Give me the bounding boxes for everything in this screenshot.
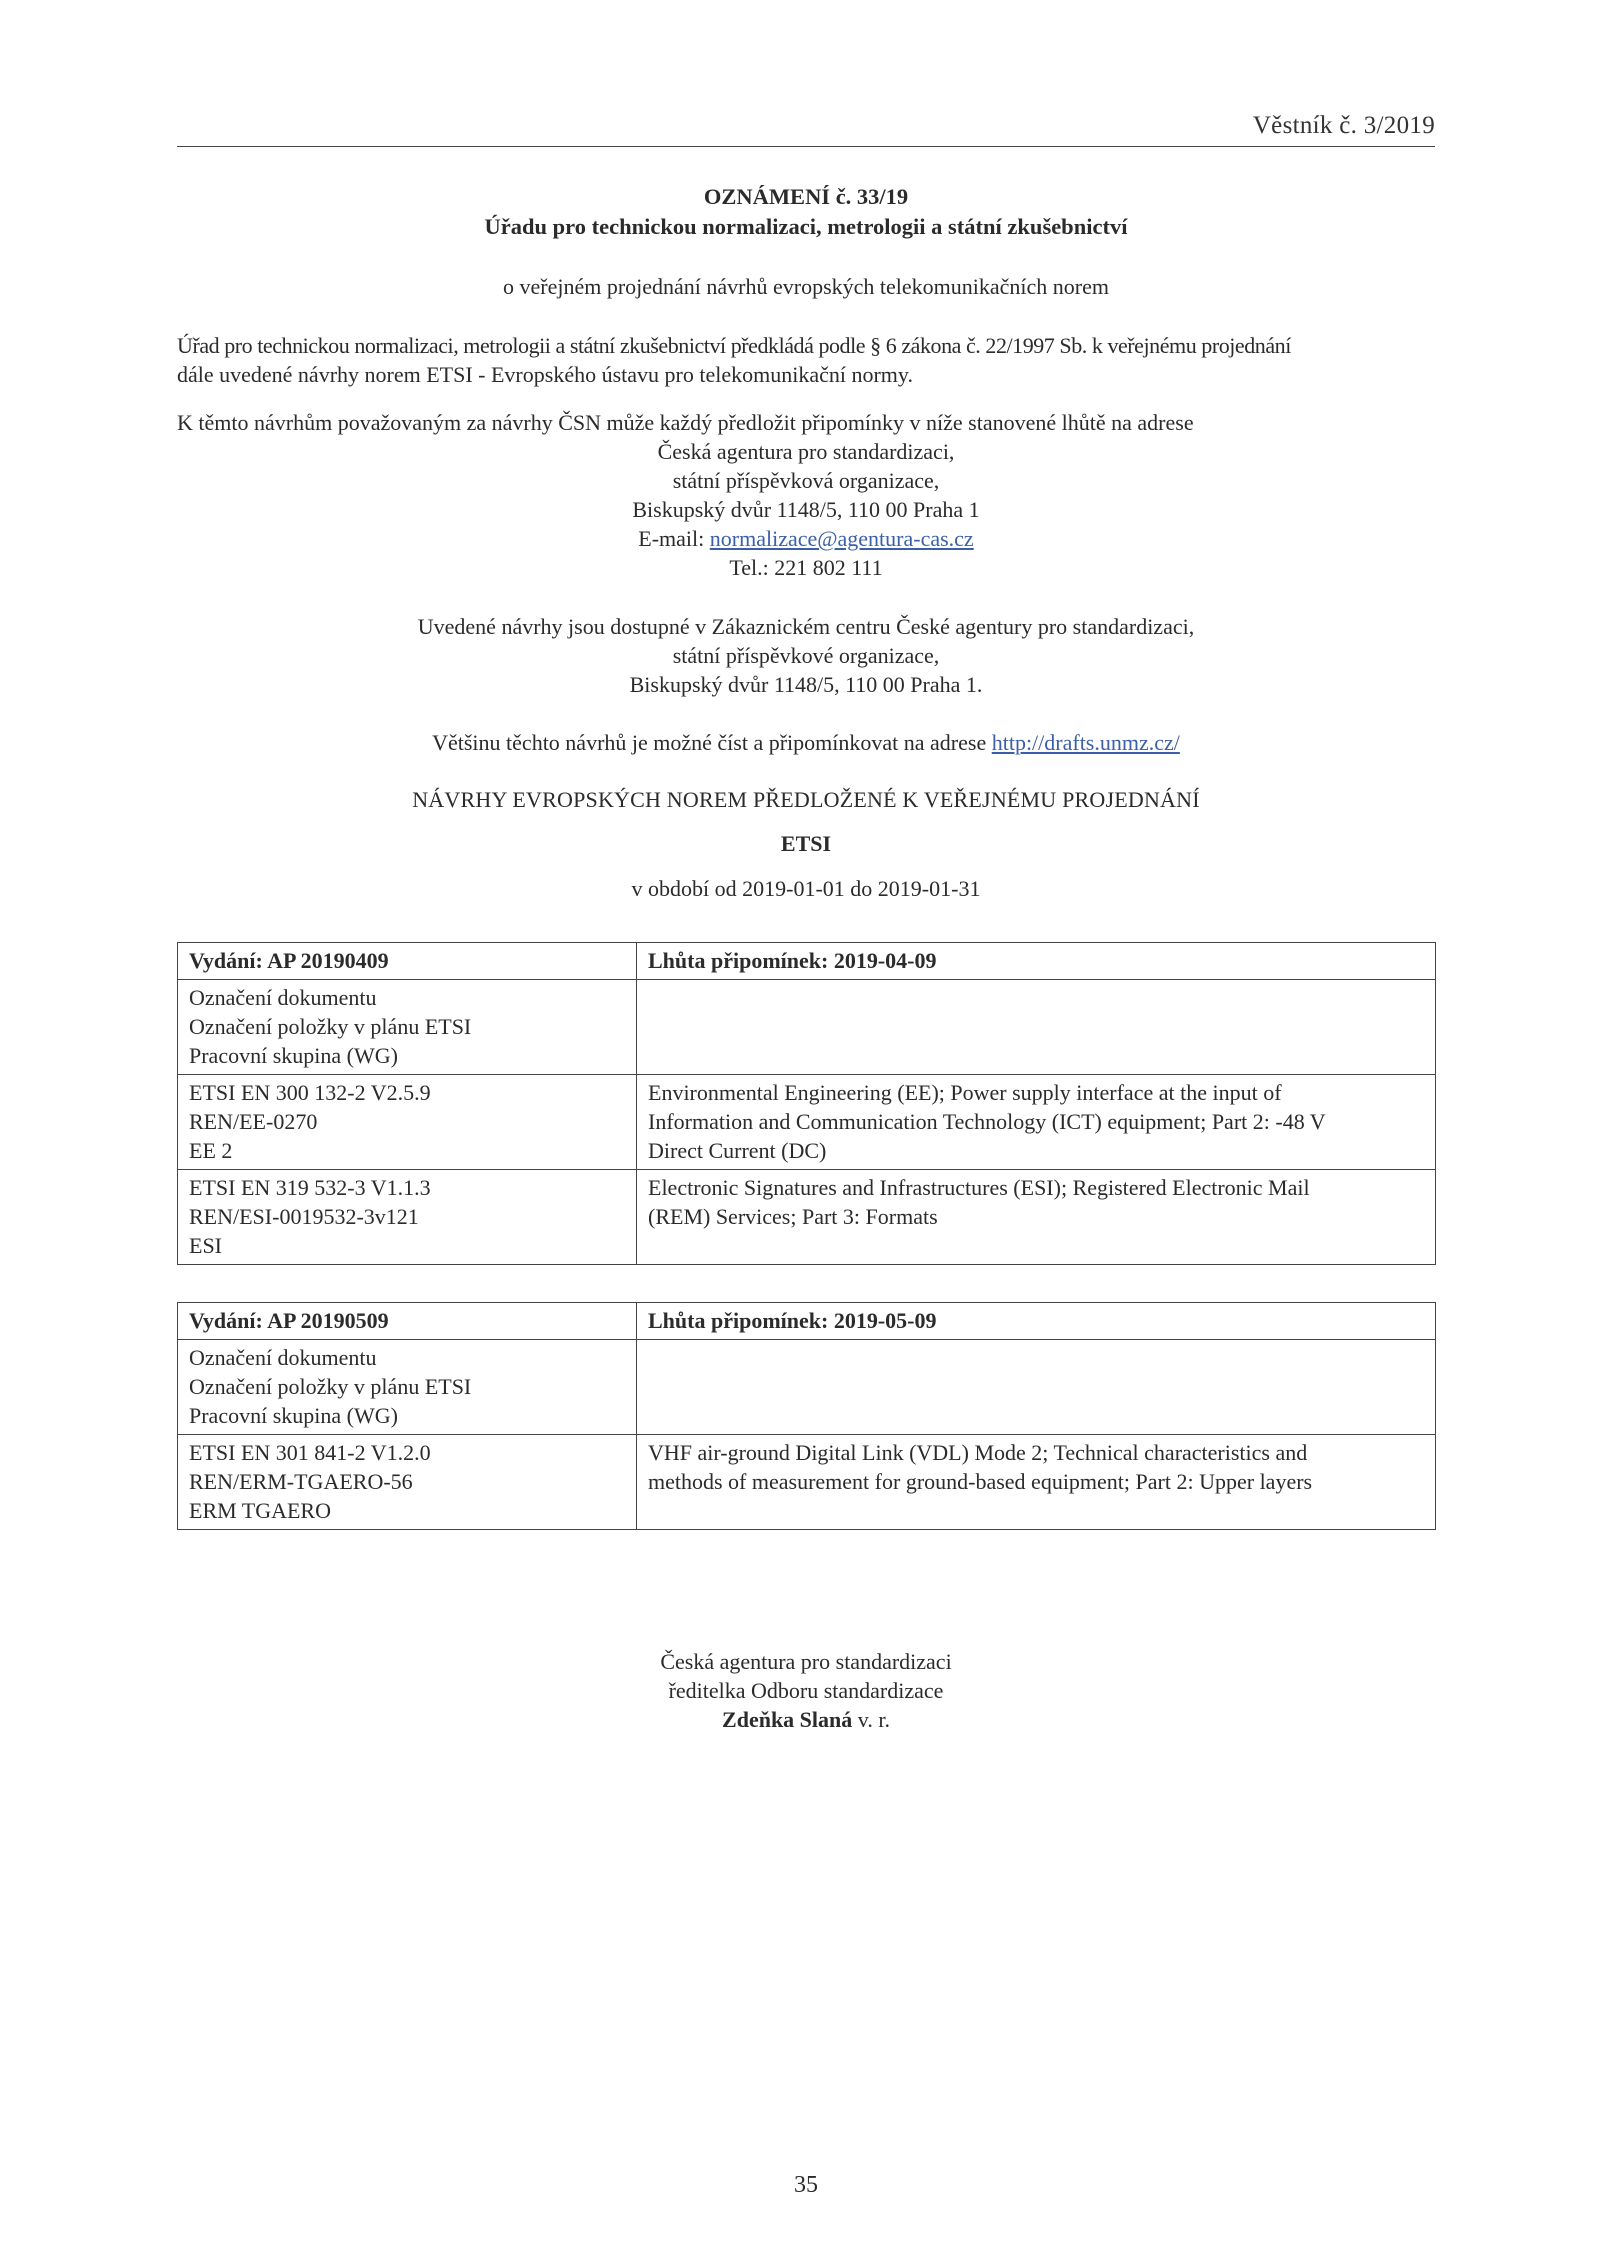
- table-header-row: [178, 943, 1436, 980]
- document-title-cell: [637, 1435, 1436, 1530]
- period-line: v období od 2019-01-01 do 2019-01-31: [631, 876, 981, 901]
- address-line-1: Česká agentura pro standardizaci,: [657, 439, 955, 464]
- submission-address: [177, 437, 1435, 582]
- col-header-line: Označení položky v plánu ETSI: [189, 1374, 472, 1399]
- table-header-row: [178, 1303, 1436, 1340]
- signature-role: ředitelka Odboru standardizace: [668, 1678, 944, 1703]
- notice-number: OZNÁMENÍ č. 33/19: [703, 184, 909, 209]
- title-line: VHF air-ground Digital Link (VDL) Mode 2; Technical characteristics and: [648, 1440, 1308, 1465]
- document-ref-cell: [178, 1075, 637, 1170]
- availability-line-3: Biskupský dvůr 1148/5, 110 00 Praha 1.: [629, 672, 983, 697]
- document-ref-cell: [178, 1170, 637, 1265]
- intro-line-1: Úřad pro technickou normalizaci, metrologii a státní zkušebnictví předkládá podle § 6 zákona č. 22/1997 Sb. k veřejnému projednání: [177, 333, 1291, 358]
- drafts-paragraph: [177, 730, 1435, 756]
- email-link[interactable]: normalizace@agentura-cas.cz: [709, 526, 974, 551]
- signature-org: Česká agentura pro standardizaci: [660, 1649, 952, 1674]
- comments-paragraph: K těmto návrhům považovaným za návrhy ČSN může každý předložit připomínky v níže stanovené lhůtě na adrese: [177, 410, 1194, 435]
- page-number: 35: [794, 2172, 818, 2198]
- edition-cell: Vydání: AP 20190409: [178, 943, 637, 980]
- drafts-link[interactable]: http://drafts.unmz.cz/: [991, 730, 1180, 755]
- table-row: [178, 1075, 1436, 1170]
- document-id: ETSI EN 300 132-2 V2.5.9: [189, 1080, 431, 1105]
- working-group: ERM TGAERO: [189, 1498, 331, 1523]
- intro-paragraph: [177, 331, 1435, 389]
- journal-issue: Věstník č. 3/2019: [1252, 112, 1435, 139]
- title-line: Direct Current (DC): [648, 1138, 827, 1163]
- signature-block: [177, 1647, 1435, 1734]
- empty-cell: [637, 980, 1436, 1075]
- organization-heading: ETSI: [780, 831, 832, 856]
- signature-name-line: [177, 1705, 1435, 1734]
- issuing-office: Úřadu pro technickou normalizaci, metrologii a státní zkušebnictví: [484, 214, 1128, 239]
- title-line: (REM) Services; Part 3: Formats: [648, 1204, 938, 1229]
- work-item-id: REN/EE-0270: [189, 1109, 318, 1134]
- deadline-cell: Lhůta připomínek: 2019-04-09: [637, 943, 1436, 980]
- col-header-line: Označení položky v plánu ETSI: [189, 1014, 472, 1039]
- work-item-id: REN/ESI-0019532-3v121: [189, 1204, 419, 1229]
- title-line: Information and Communication Technology (ICT) equipment; Part 2: -48 V: [648, 1109, 1326, 1134]
- working-group: ESI: [189, 1233, 222, 1258]
- publication-table-1: [177, 942, 1436, 1265]
- col-header-line: Pracovní skupina (WG): [189, 1403, 398, 1428]
- document-title-cell: [637, 1170, 1436, 1265]
- document-id: ETSI EN 319 532-3 V1.1.3: [189, 1175, 431, 1200]
- title-line: Electronic Signatures and Infrastructures (ESI); Registered Electronic Mail: [648, 1175, 1310, 1200]
- signature-suffix: v. r.: [852, 1707, 890, 1732]
- publication-table-2: [177, 1302, 1436, 1530]
- table-row: [178, 1435, 1436, 1530]
- page-header: [177, 112, 1435, 147]
- column-header-row: [178, 980, 1436, 1075]
- document-ref-cell: [178, 1435, 637, 1530]
- signature-name: Zdeňka Slaná: [722, 1707, 853, 1732]
- title-line: methods of measurement for ground-based equipment; Part 2: Upper layers: [648, 1469, 1313, 1494]
- col-header-line: Označení dokumentu: [189, 1345, 377, 1370]
- drafts-text: Většinu těchto návrhů je možné číst a připomínkovat na adrese: [432, 730, 992, 755]
- notice-subject: o veřejném projednání návrhů evropských telekomunikačních norem: [502, 274, 1110, 299]
- deadline-cell: Lhůta připomínek: 2019-05-09: [637, 1303, 1436, 1340]
- email-label: E-mail:: [638, 526, 710, 551]
- document-id: ETSI EN 301 841-2 V1.2.0: [189, 1440, 431, 1465]
- proposals-heading: NÁVRHY EVROPSKÝCH NOREM PŘEDLOŽENÉ K VEŘEJNÉMU PROJEDNÁNÍ: [412, 787, 1200, 812]
- email-line: [177, 524, 1435, 553]
- col-header-line: Označení dokumentu: [189, 985, 377, 1010]
- address-line-2: státní příspěvková organizace,: [672, 468, 940, 493]
- column-header-cell: [178, 1340, 637, 1435]
- working-group: EE 2: [189, 1138, 233, 1163]
- column-header-row: [178, 1340, 1436, 1435]
- col-header-line: Pracovní skupina (WG): [189, 1043, 398, 1068]
- address-line-3: Biskupský dvůr 1148/5, 110 00 Praha 1: [632, 497, 980, 522]
- work-item-id: REN/ERM-TGAERO-56: [189, 1469, 413, 1494]
- availability-line-2: státní příspěvkové organizace,: [672, 643, 940, 668]
- table-row: [178, 1170, 1436, 1265]
- column-header-cell: [178, 980, 637, 1075]
- title-line: Environmental Engineering (EE); Power supply interface at the input of: [648, 1080, 1282, 1105]
- edition-cell: Vydání: AP 20190509: [178, 1303, 637, 1340]
- availability-line-1: Uvedené návrhy jsou dostupné v Zákaznickém centru České agentury pro standardizaci,: [417, 614, 1195, 639]
- intro-line-2: dále uvedené návrhy norem ETSI - Evropského ústavu pro telekomunikační normy.: [177, 362, 913, 387]
- availability-paragraph: [177, 612, 1435, 699]
- document-title-cell: [637, 1075, 1436, 1170]
- empty-cell: [637, 1340, 1436, 1435]
- phone-line: Tel.: 221 802 111: [729, 555, 883, 580]
- notice-title: [177, 182, 1435, 242]
